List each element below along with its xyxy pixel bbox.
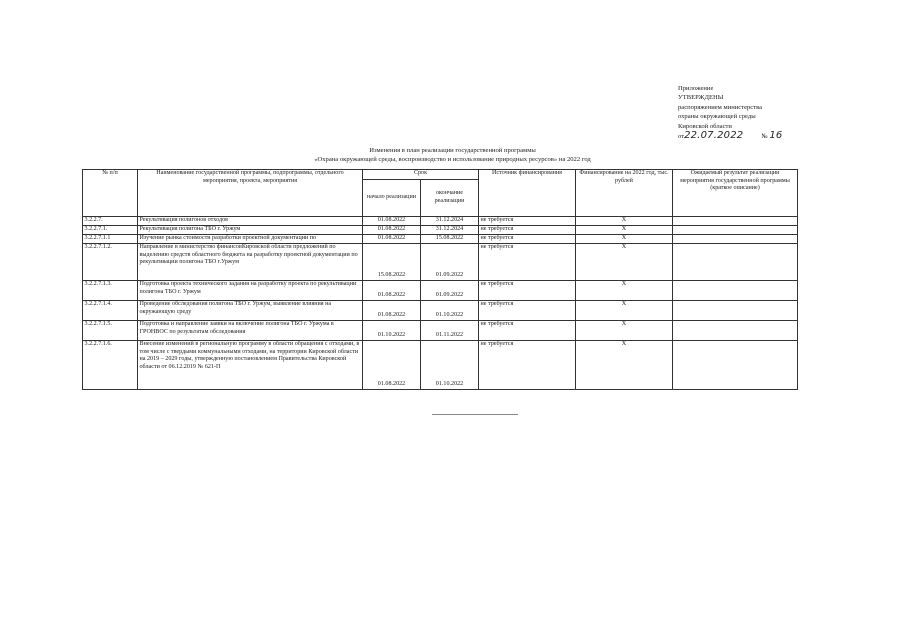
- approval-number-label: №: [761, 133, 768, 141]
- row-source: не требуется: [479, 235, 576, 244]
- approval-order: распоряжением министерства: [678, 103, 763, 111]
- row-result: [673, 281, 798, 301]
- row-start: 01.08.2022: [363, 226, 421, 235]
- row-end: 01.09.2022: [421, 281, 479, 301]
- row-num: 3.2.2.7.1.3.: [83, 281, 138, 301]
- header-financing: Финансирование на 2022 год, тыс. рублей: [576, 170, 673, 217]
- row-num: 3.2.2.7.1.2.: [83, 244, 138, 281]
- row-source: не требуется: [479, 226, 576, 235]
- header-end: окончание реализации: [421, 180, 479, 217]
- row-start: 15.08.2022: [363, 244, 421, 281]
- row-financing: X: [576, 321, 673, 341]
- row-start: 01.08.2022: [363, 281, 421, 301]
- document-subtitle: «Охрана окружающей среды, воспроизводство и использование природных ресурсов» на 2022 год: [314, 156, 591, 163]
- row-result: [673, 341, 798, 390]
- row-result: [673, 244, 798, 281]
- header-num: № п/п: [83, 170, 138, 217]
- row-num: 3.2.2.7.1.6.: [83, 341, 138, 390]
- row-start: 01.08.2022: [363, 341, 421, 390]
- header-start: начало реализации: [363, 180, 421, 217]
- row-name: Подготовка проекта технического задания на разработку проекта по рекультивации полигона ТБО г. Уржум: [138, 281, 363, 301]
- document-title: Изменения в план реализации государственной программы: [369, 147, 536, 154]
- row-result: [673, 235, 798, 244]
- row-name: Направление в министерство финансовКировской области предложений по выделению средств областного бюджета на разработку проектной документации по рекультивации полигона ТБО г.Уржум: [138, 244, 363, 281]
- approval-block: [678, 84, 818, 141]
- row-start: 01.10.2022: [363, 321, 421, 341]
- row-end: 31.12.2024: [421, 226, 479, 235]
- row-financing: X: [576, 341, 673, 390]
- row-num: 3.2.2.7.1.1: [83, 235, 138, 244]
- table-row: [83, 217, 798, 226]
- row-financing: X: [576, 301, 673, 321]
- header-source: Источник финансирования: [479, 170, 576, 217]
- row-source: не требуется: [479, 281, 576, 301]
- table-row: [83, 281, 798, 301]
- row-end: 01.09.2022: [421, 244, 479, 281]
- row-name: Рекультивация полигона ТБО г. Уржум: [138, 226, 363, 235]
- row-result: [673, 321, 798, 341]
- plan-table: [82, 169, 798, 390]
- row-name: Проведение обследования полигона ТБО г. Уржум, выявление влияния на окружающую среду: [138, 301, 363, 321]
- end-divider: [432, 414, 518, 415]
- row-financing: X: [576, 226, 673, 235]
- row-start: 01.08.2022: [363, 235, 421, 244]
- table-row: [83, 321, 798, 341]
- row-financing: X: [576, 235, 673, 244]
- table-row: [83, 235, 798, 244]
- row-name: Изучение рынка стоимости разработки проектной документации по: [138, 235, 363, 244]
- row-source: не требуется: [479, 341, 576, 390]
- row-source: не требуется: [479, 217, 576, 226]
- row-financing: X: [576, 244, 673, 281]
- approval-region: Кировской области: [678, 122, 732, 130]
- approval-number: 16: [769, 130, 783, 142]
- row-end: 01.10.2022: [421, 301, 479, 321]
- row-name: Рекультивация полигонов отходов: [138, 217, 363, 226]
- approval-from-label: от: [678, 133, 685, 141]
- table-row: [83, 226, 798, 235]
- row-financing: X: [576, 217, 673, 226]
- row-end: 01.11.2022: [421, 321, 479, 341]
- row-result: [673, 226, 798, 235]
- row-num: 3.2.2.7.1.4.: [83, 301, 138, 321]
- row-num: 3.2.2.7.1.5.: [83, 321, 138, 341]
- row-num: 3.2.2.7.1.: [83, 226, 138, 235]
- row-result: [673, 301, 798, 321]
- row-name: Подготовка и направление заявки на включение полигона ТБО г. Уржума в ГРОНВОС по результатам обследования: [138, 321, 363, 341]
- row-source: не требуется: [479, 244, 576, 281]
- row-name: Внесение изменений в региональную программу в области обращения с отходами, в том числе с твердыми коммунальными отходами, на территории Кировской области на 2019 – 2029 годы, утвержденную постановлением Правительства Кировской области от 06.12.2019 № 621-П: [138, 341, 363, 390]
- approval-ministry: охраны окружающей среды: [678, 113, 756, 121]
- table-row: [83, 341, 798, 390]
- row-start: 01.08.2022: [363, 217, 421, 226]
- table-row: [83, 301, 798, 321]
- row-source: не требуется: [479, 301, 576, 321]
- approval-approved: УТВЕРЖДЕНЫ: [678, 94, 724, 102]
- approval-appendix: Приложение: [678, 85, 714, 92]
- row-source: не требуется: [479, 321, 576, 341]
- header-name: Наименование государственной программы, подпрограммы, отдельного мероприятия, проекта, мероприятия: [138, 170, 363, 217]
- row-end: 15.08.2022: [421, 235, 479, 244]
- row-financing: X: [576, 281, 673, 301]
- table-row: [83, 244, 798, 281]
- header-result: Ожидаемый результат реализации мероприятия государственной программы (краткое описание): [673, 170, 798, 217]
- row-result: [673, 217, 798, 226]
- row-start: 01.08.2022: [363, 301, 421, 321]
- row-end: 31.12.2024: [421, 217, 479, 226]
- approval-date: 22.07.2022: [684, 130, 744, 142]
- header-term: Срок: [363, 170, 479, 180]
- row-num: 3.2.2.7.: [83, 217, 138, 226]
- row-end: 01.10.2022: [421, 341, 479, 390]
- approval-date-line: [678, 131, 818, 141]
